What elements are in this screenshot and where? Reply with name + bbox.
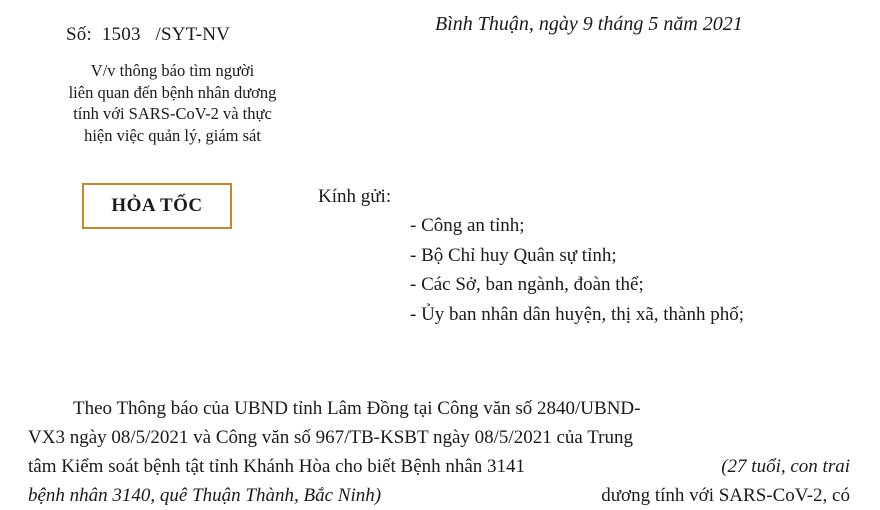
recipient-item: - Công an tỉnh;: [410, 215, 525, 236]
document-date: Bình Thuận, ngày 9 tháng 5 năm 2021: [435, 13, 743, 35]
urgency-label: HỎA TỐC: [111, 195, 203, 216]
subject-line: hiện việc quản lý, giám sát: [84, 125, 261, 145]
recipient-item: - Ủy ban nhân dân huyện, thị xã, thành phố;: [410, 303, 745, 325]
body-text: dương tính với SARS-CoV-2, có: [601, 485, 850, 506]
subject-line: liên quan đến bệnh nhân dương: [68, 82, 277, 102]
body-text: VX3 ngày 08/5/2021 và Công văn số 967/TB-KSBT ngày 08/5/2021 của Trung: [28, 427, 634, 448]
body-text: tâm Kiểm soát bệnh tật tỉnh Khánh Hòa cho biết Bệnh nhân 3141: [28, 456, 526, 477]
document-body: [28, 394, 850, 510]
recipients-heading: Kính gửi:: [318, 186, 392, 207]
body-line: [28, 481, 850, 510]
recipient-item: - Các Sở, ban ngành, đoàn thể;: [410, 274, 644, 295]
body-line: [28, 452, 850, 481]
document-number: Số: 1503 /SYT-NV: [66, 24, 231, 45]
body-line: [28, 423, 850, 452]
body-text-italic: bệnh nhân 3140, quê Thuận Thành, Bắc Ninh): [28, 485, 382, 506]
recipient-list: [410, 211, 744, 329]
body-line: [28, 394, 850, 423]
urgency-stamp: [82, 183, 232, 229]
document-subject: [20, 60, 325, 146]
subject-line: V/v thông báo tìm người: [90, 61, 255, 80]
body-text-italic: (27 tuổi, con trai: [721, 456, 850, 477]
body-text: Theo Thông báo của UBND tỉnh Lâm Đồng tại Công văn số 2840/UBND-: [73, 398, 641, 419]
subject-line: tính với SARS-CoV-2 và thực: [73, 104, 272, 123]
recipient-item: - Bộ Chỉ huy Quân sự tỉnh;: [410, 244, 617, 266]
